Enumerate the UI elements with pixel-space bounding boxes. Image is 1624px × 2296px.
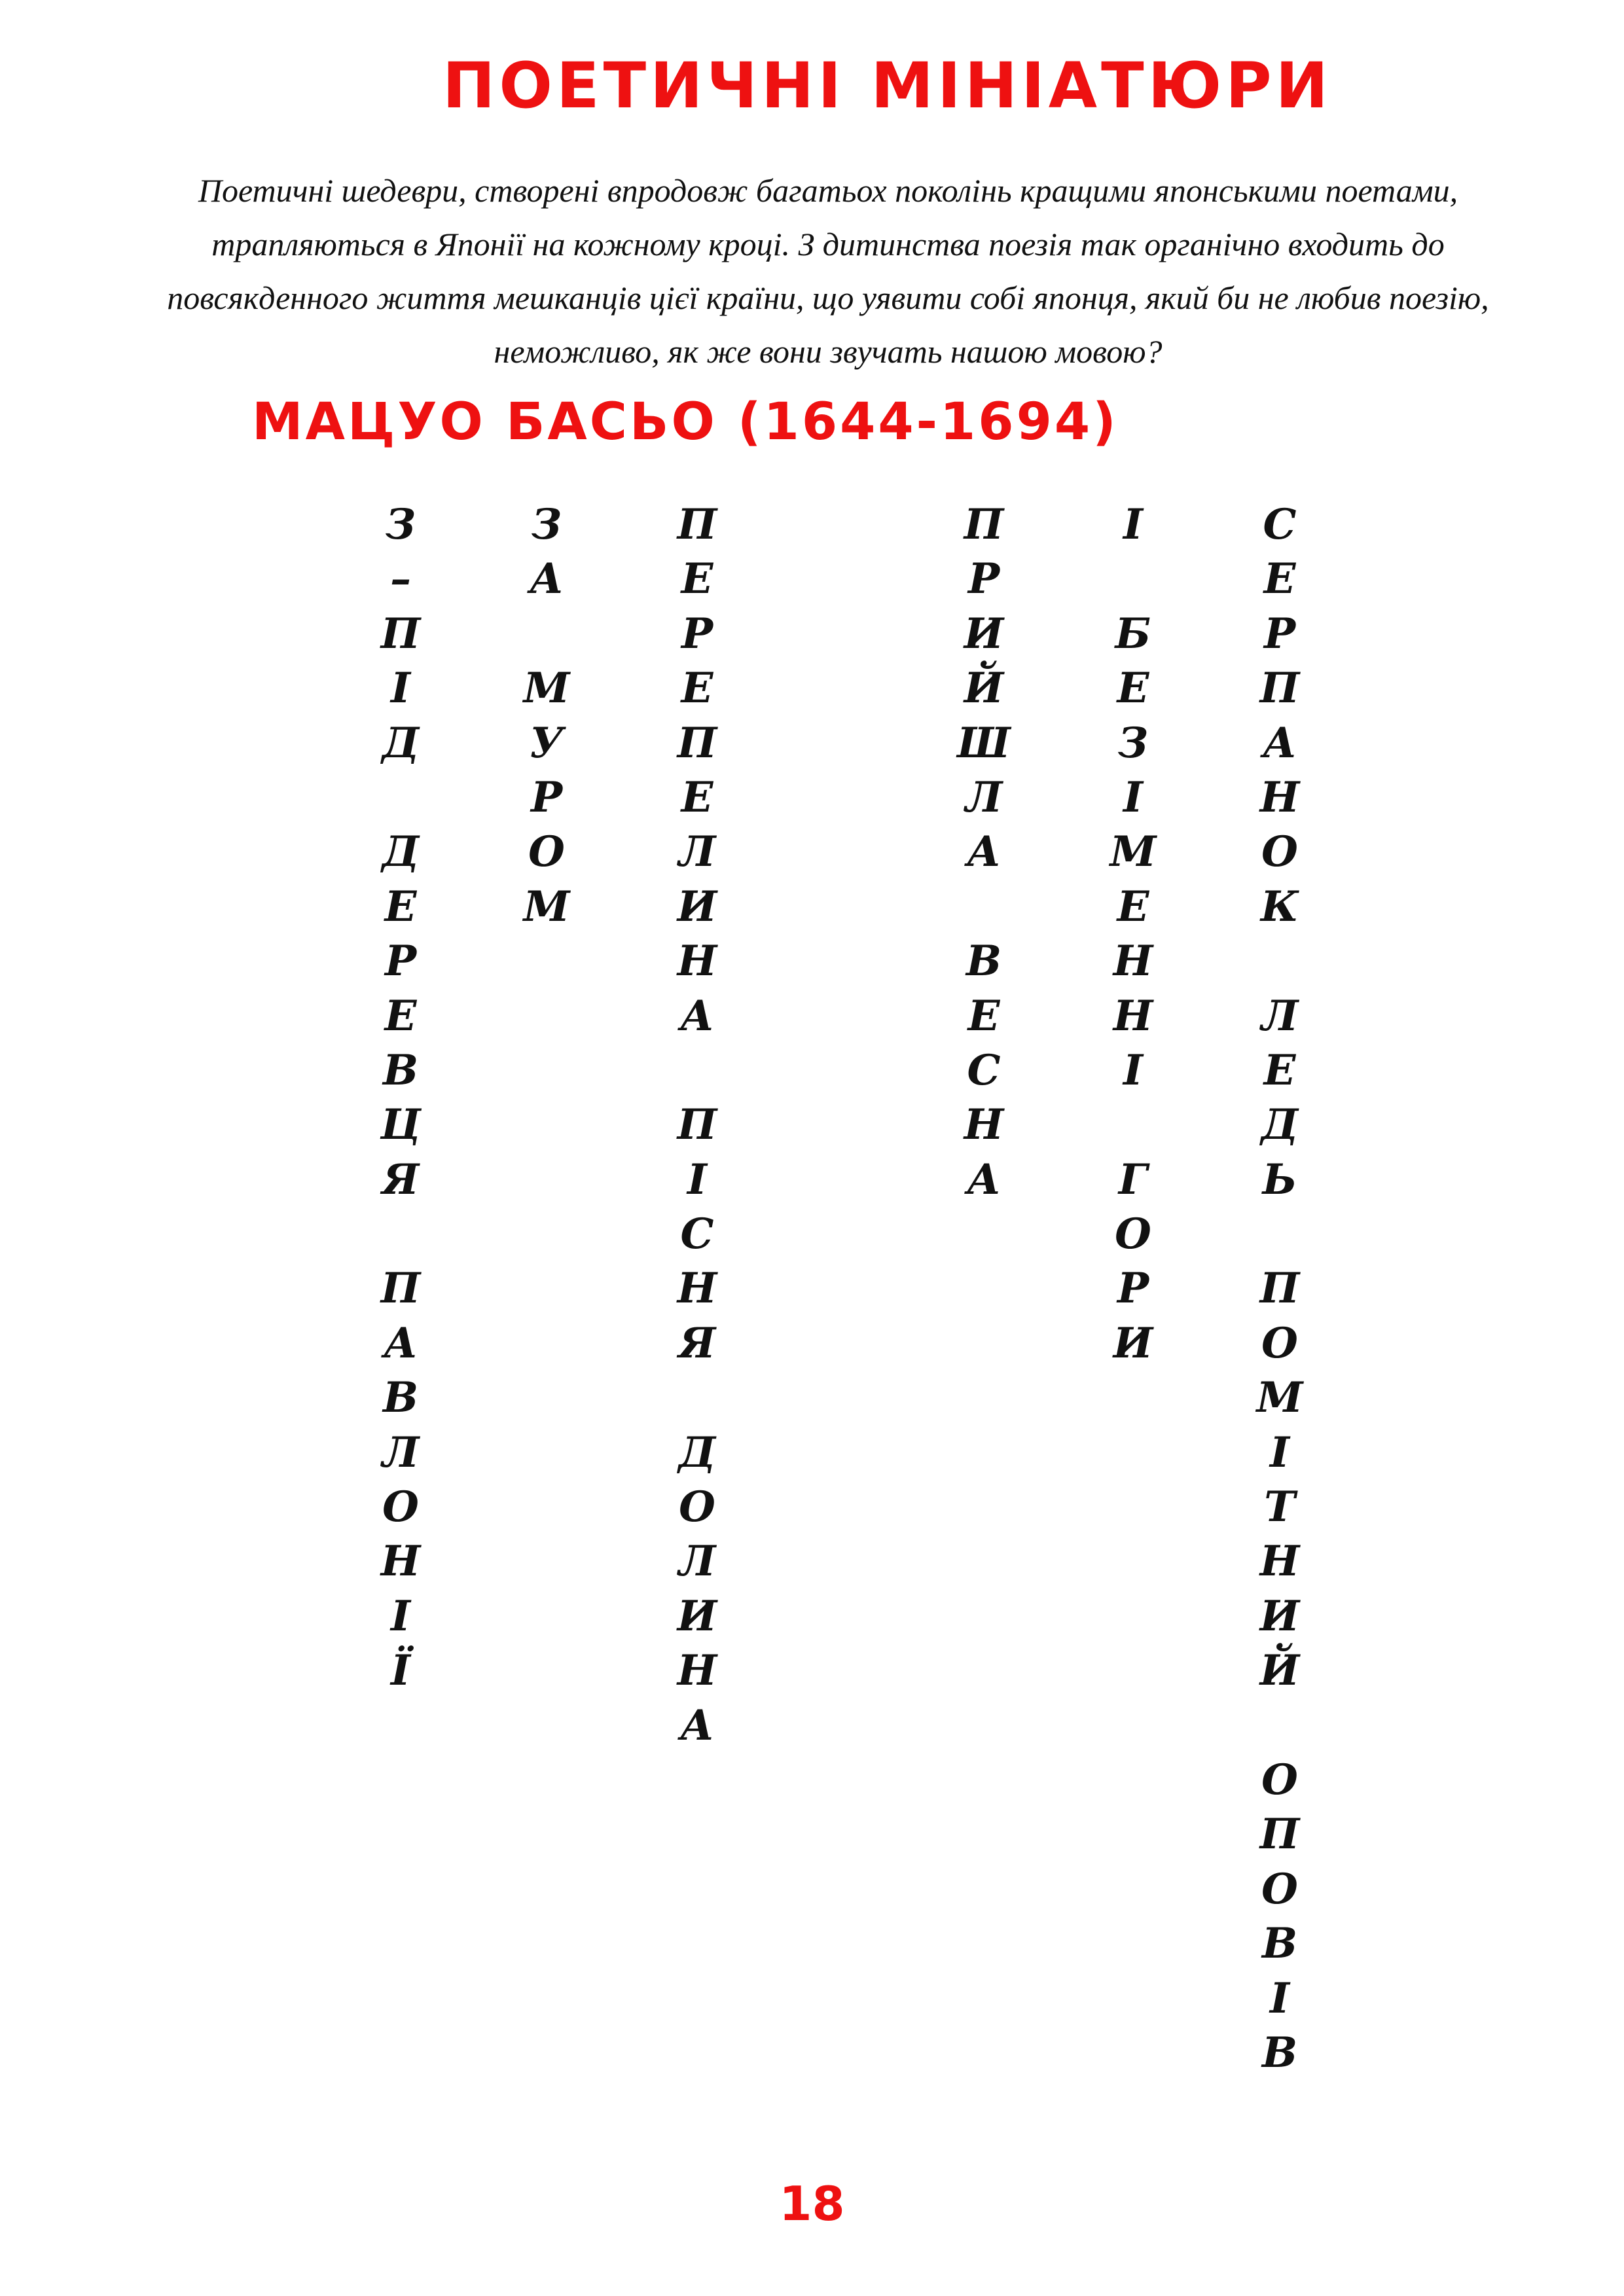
poem-gap: [1104, 1098, 1163, 1152]
poem-gap: [668, 1371, 727, 1425]
poem-glyph: И: [1113, 1318, 1153, 1368]
poem-glyph: Л: [382, 1427, 420, 1477]
poem-gap: [371, 1207, 430, 1261]
poem-glyph: І: [1270, 1427, 1290, 1477]
poem-glyph: Р: [1117, 1264, 1149, 1314]
poem-glyph: О: [528, 827, 565, 877]
poem-glyph: Н: [1113, 937, 1153, 986]
poem-glyph: О: [382, 1482, 419, 1532]
poem-glyph: Е: [967, 991, 1000, 1041]
poem-glyph: О: [1115, 1210, 1151, 1259]
poem-glyph: Д: [1261, 1100, 1299, 1150]
poem-glyph: Н: [964, 1100, 1004, 1150]
poem-gap: [1104, 552, 1163, 606]
poem-glyph: В: [1261, 2028, 1298, 2077]
poem-glyph: А: [679, 1700, 715, 1750]
poem-glyph: И: [1259, 1591, 1300, 1641]
poem-column-5: [1104, 497, 1163, 1371]
poem-glyph: А: [679, 991, 715, 1041]
poem-glyph: Н: [677, 1646, 717, 1696]
poem-glyph: Н: [1113, 991, 1153, 1041]
poem-glyph: Я: [678, 1318, 716, 1368]
poem-glyph: Е: [681, 772, 713, 822]
poem-glyph: О: [1261, 1318, 1298, 1368]
poem-glyph: –: [390, 554, 411, 604]
poem-glyph: А: [383, 1318, 418, 1368]
poem-column-2: [517, 497, 576, 934]
poem-glyph: М: [523, 664, 570, 713]
poem-glyph: Г: [1118, 1155, 1148, 1204]
poem-glyph: А: [1262, 718, 1297, 768]
poem-glyph: И: [677, 1591, 717, 1641]
poem-glyph: Д: [382, 718, 420, 768]
poem-glyph: С: [1263, 500, 1297, 549]
poem-glyph: В: [965, 937, 1002, 986]
poem-glyph: Л: [678, 1537, 716, 1587]
poem-gap: [1250, 1698, 1309, 1753]
poem-glyph: Д: [382, 827, 420, 877]
poem-glyph: П: [677, 718, 717, 768]
poem-glyph: Р: [384, 937, 417, 986]
poem-glyph: Л: [965, 772, 1003, 822]
poem-glyph: Н: [1259, 772, 1300, 822]
poem-glyph: М: [1110, 827, 1157, 877]
poem-glyph: О: [1261, 827, 1298, 877]
poem-glyph: Д: [678, 1427, 716, 1477]
poem-glyph: Е: [1263, 1045, 1296, 1095]
poem-glyph: Т: [1264, 1482, 1295, 1532]
poem-glyph: І: [1123, 1045, 1143, 1095]
poem-glyph: Е: [1117, 882, 1149, 931]
poem-glyph: Е: [1117, 664, 1149, 713]
page-title: ПОЕТИЧНІ МІНІАТЮРИ: [442, 49, 1332, 122]
poem-glyph: Е: [1263, 554, 1296, 604]
poem-glyph: Ц: [380, 1100, 421, 1150]
poem-glyph: Л: [1261, 991, 1299, 1041]
poem-glyph: О: [1261, 1864, 1298, 1914]
poem-glyph: И: [964, 609, 1004, 658]
poem-glyph: Й: [1259, 1646, 1300, 1696]
poem-glyph: П: [1259, 664, 1300, 713]
intro-paragraph: Поетичні шедеври, створені впродовж багатьох поколінь кращими японськими поетами, трапляються в Японії на кожному кроці. З дитинства поезія так органічно входить до повсякденного життя мешканців цієї країни, що уявити собі японця, який би не любив поезію, неможливо, як же вони звучать нашою мовою?: [167, 172, 1489, 370]
poem-glyph: З: [385, 500, 416, 549]
poem-column-3: [668, 497, 727, 1753]
poem-glyph: І: [1123, 772, 1143, 822]
page-number: 18: [779, 2176, 845, 2231]
poem-glyph: Н: [1259, 1537, 1300, 1587]
poem-glyph: И: [677, 882, 717, 931]
poem-glyph: У: [530, 718, 564, 768]
poem-glyph: О: [1261, 1755, 1298, 1804]
poem-glyph: Ї: [391, 1646, 410, 1696]
poem-glyph: Б: [1115, 609, 1151, 658]
poem-glyph: М: [523, 882, 570, 931]
poem-glyph: А: [966, 1155, 1001, 1204]
poem-glyph: З: [531, 500, 562, 549]
poem-glyph: Е: [681, 554, 713, 604]
poem-glyph: Ь: [1262, 1155, 1297, 1204]
poem-glyph: Й: [964, 664, 1004, 713]
poem-gap: [668, 1043, 727, 1098]
poem-glyph: І: [1270, 1973, 1290, 2023]
poem-gap: [371, 770, 430, 825]
poem-column-1: [371, 497, 430, 1698]
poem-glyph: Е: [384, 882, 417, 931]
poem-glyph: Р: [1263, 609, 1296, 658]
poem-glyph: Е: [384, 991, 417, 1041]
poem-glyph: І: [391, 664, 410, 713]
poem-glyph: К: [1260, 882, 1299, 931]
poem-glyph: П: [380, 1264, 421, 1314]
poem-glyph: З: [1117, 718, 1149, 768]
poem-glyph: Р: [530, 772, 563, 822]
poem-glyph: І: [391, 1591, 410, 1641]
poem-glyph: П: [380, 609, 421, 658]
poem-glyph: Е: [681, 664, 713, 713]
poem-glyph: Р: [967, 554, 1000, 604]
poem-glyph: С: [680, 1210, 714, 1259]
poem-glyph: С: [967, 1045, 1001, 1095]
poem-glyph: П: [677, 1100, 717, 1150]
poem-glyph: П: [1259, 1810, 1300, 1859]
poem-glyph: Л: [678, 827, 716, 877]
poem-gap: [954, 880, 1013, 934]
poem-glyph: І: [687, 1155, 707, 1204]
poem-glyph: П: [1259, 1264, 1300, 1314]
poem-glyph: В: [382, 1045, 419, 1095]
poem-gap: [517, 607, 576, 661]
poem-glyph: А: [529, 554, 564, 604]
poem-glyph: М: [1256, 1373, 1303, 1423]
poem-glyph: В: [382, 1373, 419, 1423]
poem-glyph: П: [964, 500, 1004, 549]
poem-column-6: [1250, 497, 1309, 2080]
poem-glyph: Н: [380, 1537, 421, 1587]
poem-glyph: І: [1123, 500, 1143, 549]
poem-gap: [1250, 934, 1309, 988]
poem-glyph: О: [679, 1482, 715, 1532]
poem-gap: [1250, 1207, 1309, 1261]
author-heading: МАЦУО БАСЬО (1644-1694): [252, 393, 1119, 452]
poem-glyph: Я: [382, 1155, 420, 1204]
poem-glyph: А: [966, 827, 1001, 877]
poem-glyph: П: [677, 500, 717, 549]
poem-glyph: В: [1261, 1919, 1298, 1969]
poem-glyph: Ш: [957, 718, 1011, 768]
poem-column-4: [954, 497, 1013, 1207]
poem-glyph: Н: [677, 1264, 717, 1314]
poem-glyph: Р: [681, 609, 713, 658]
poem-glyph: Н: [677, 937, 717, 986]
